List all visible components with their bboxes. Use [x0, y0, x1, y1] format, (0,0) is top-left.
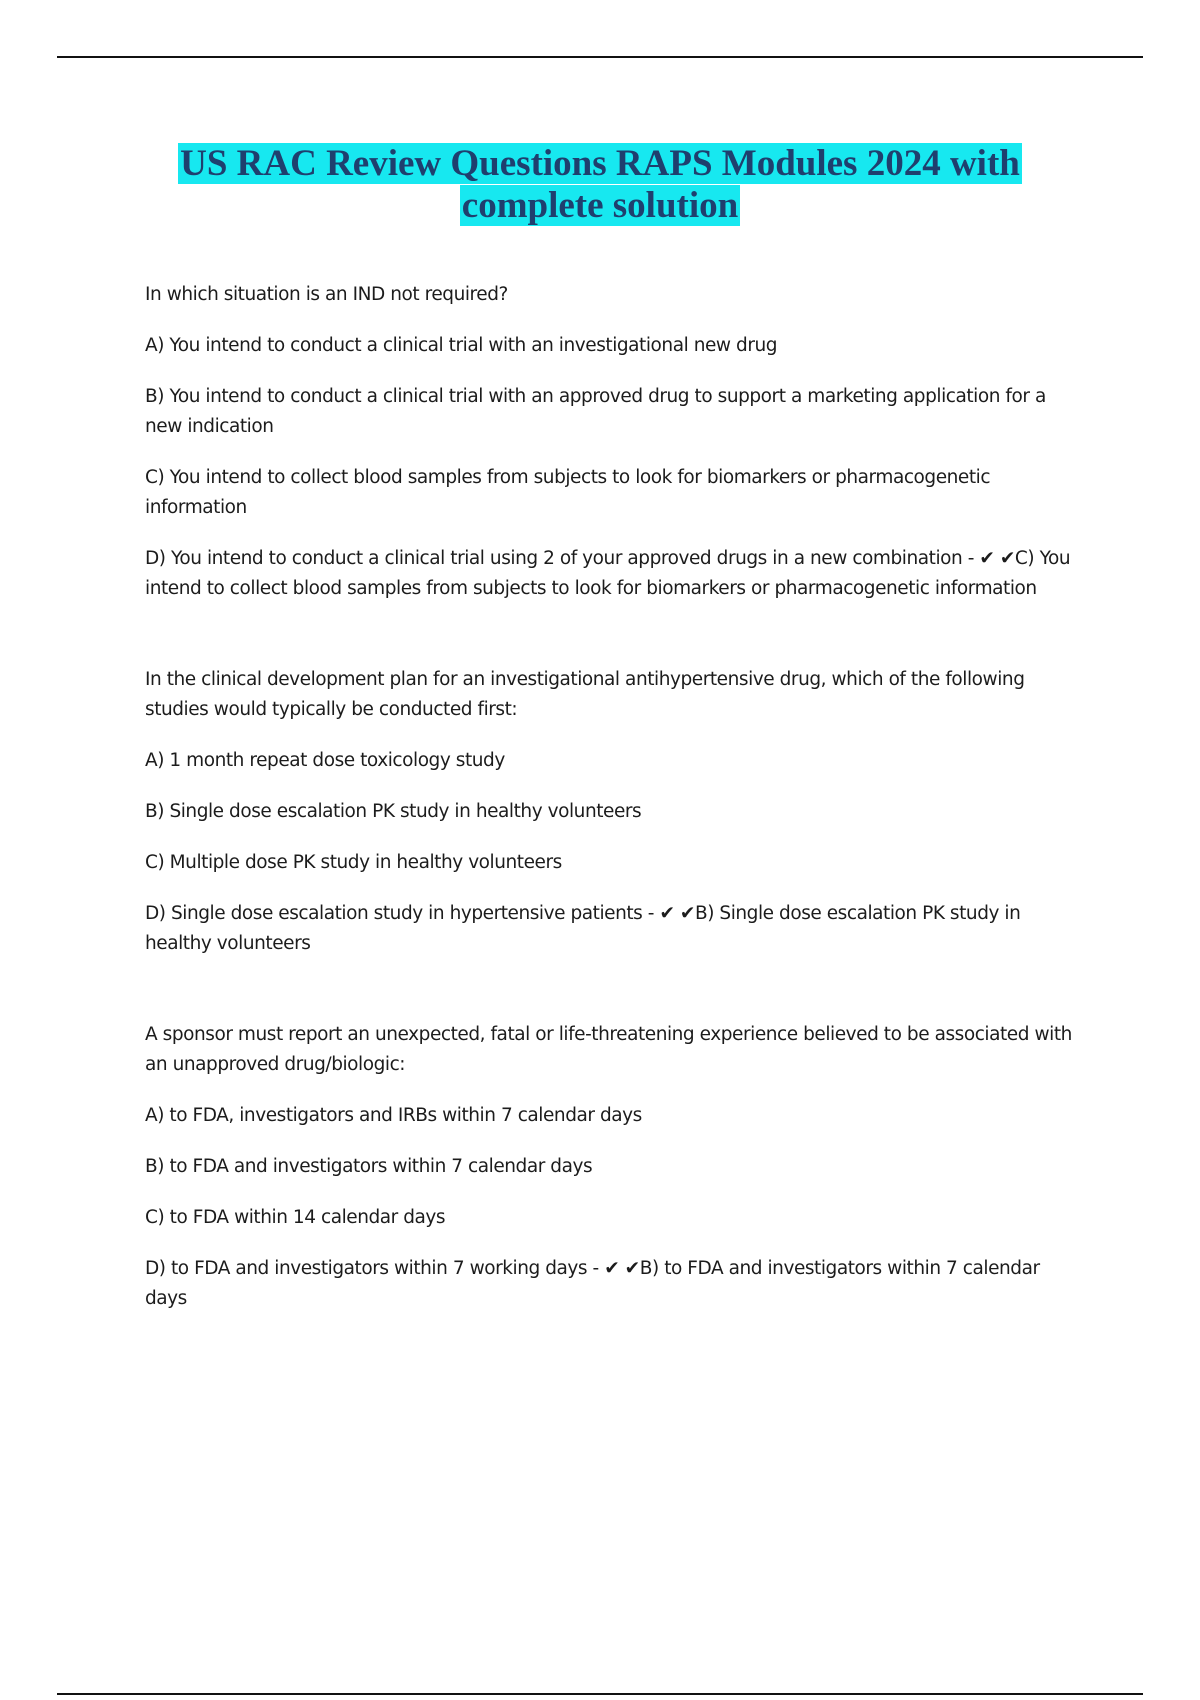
option-d: D) to FDA and investigators within 7 working days -	[145, 1258, 605, 1279]
check-mark-icon: ✔ ✔	[979, 548, 1015, 569]
option-d-with-answer	[145, 544, 1080, 604]
document-title	[0, 143, 1200, 227]
option-c: C) Multiple dose PK study in healthy volunteers	[145, 852, 562, 873]
option-a: A) to FDA, investigators and IRBs within 7 calendar days	[145, 1105, 642, 1126]
option-b: B) to FDA and investigators within 7 calendar days	[145, 1156, 593, 1177]
option-a: A) 1 month repeat dose toxicology study	[145, 750, 505, 771]
option-c: C) to FDA within 14 calendar days	[145, 1207, 446, 1228]
option-d: D) Single dose escalation study in hypertensive patients -	[145, 903, 660, 924]
option-b: B) You intend to conduct a clinical trial with an approved drug to support a marketing application for a new indication	[145, 386, 1046, 437]
title-line-2: complete solution	[461, 185, 739, 226]
correct-answer: B) to FDA and investigators within 7 calendar days	[145, 1258, 1040, 1309]
option-d-with-answer	[145, 899, 1080, 959]
question-stem: In the clinical development plan for an investigational antihypertensive drug, which of the following studies would typically be conducted first:	[145, 669, 1025, 720]
correct-answer: C) You intend to collect blood samples from subjects to look for biomarkers or pharmacogenetic information	[145, 548, 1071, 599]
check-mark-icon: ✔ ✔	[659, 903, 695, 924]
option-d-with-answer	[145, 1254, 1080, 1314]
question-block	[145, 1020, 1080, 1314]
question-block	[145, 280, 1080, 604]
question-stem: In which situation is an IND not required?	[145, 284, 508, 305]
check-mark-icon: ✔ ✔	[604, 1258, 640, 1279]
question-list	[145, 280, 1080, 1335]
correct-answer: B) Single dose escalation PK study in healthy volunteers	[145, 903, 1021, 954]
option-c: C) You intend to collect blood samples from subjects to look for biomarkers or pharmacogenetic information	[145, 467, 991, 518]
question-block	[145, 665, 1080, 959]
question-stem: A sponsor must report an unexpected, fatal or life-threatening experience believed to be associated with an unapproved drug/biologic:	[145, 1024, 1072, 1075]
option-b: B) Single dose escalation PK study in healthy volunteers	[145, 801, 642, 822]
option-d: D) You intend to conduct a clinical trial using 2 of your approved drugs in a new combination -	[145, 548, 980, 569]
bottom-rule	[57, 1693, 1143, 1695]
title-line-1: US RAC Review Questions RAPS Modules 2024 with	[180, 143, 1020, 184]
top-rule	[57, 56, 1143, 58]
option-a: A) You intend to conduct a clinical trial with an investigational new drug	[145, 335, 778, 356]
